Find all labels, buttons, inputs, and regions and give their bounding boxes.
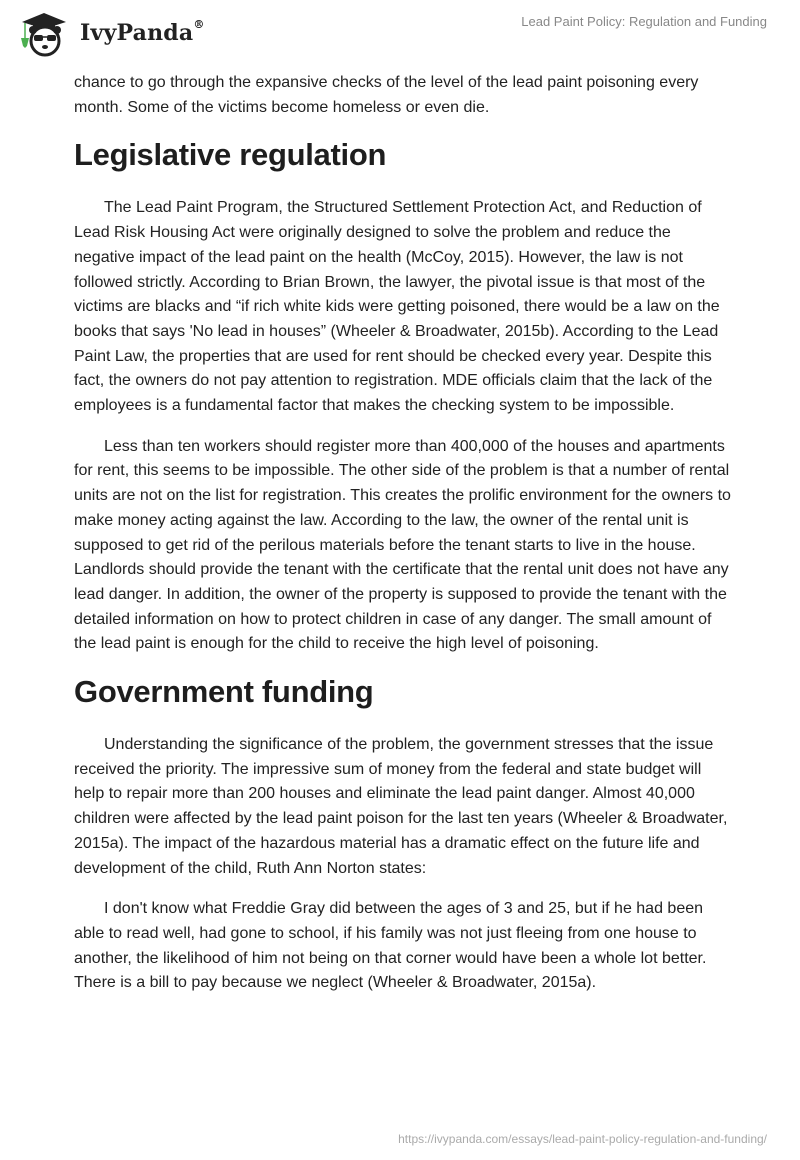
essay-content: [74, 71, 734, 1012]
section-heading-government-funding: Government funding: [74, 674, 374, 710]
paragraph: Less than ten workers should register more than 400,000 of the houses and apartments for rent, this seems to be impossible. The other side of the problem is that a number of rental units are not on the list for registration. This creates the prolific environment for the owners to make money acting against the law. According to the law, the owner of the rental unit is supposed to get rid of the perilous materials before the tenant starts to live in the house. Landlords should provide the tenant with the certificate that the rental unit does not have any lead danger. In addition, the owner of the property is supposed to provide the tenant with the detailed information on how to protect children in case of any danger. The small amount of the lead paint is enough for the child to receive the high level of poisoning.: [74, 437, 731, 653]
document-title: Lead Paint Policy: Regulation and Funding: [521, 14, 767, 29]
paragraph: Understanding the significance of the problem, the government stresses that the issue received the priority. The impressive sum of money from the federal and state budget will help to repair more than 200 houses and eliminate the lead paint danger. Almost 40,000 children were affected by the lead paint poison for the last ten years (Wheeler & Broadwater, 2015a). The impact of the hazardous material has a dramatic effect on the future life and development of the child, Ruth Ann Norton states:: [74, 736, 728, 877]
quote-paragraph: I don't know what Freddie Gray did between the ages of 3 and 25, but if he had been able to read well, had gone to school, if his family was not just fleeing from one house to another, the likelihood of him not being on that corner would have been a whole lot better. There is a bill to pay because we neglect (Wheeler & Broadwater, 2015a).: [74, 900, 707, 992]
brand-name: IvyPanda®: [80, 18, 205, 46]
paragraph: The Lead Paint Program, the Structured Settlement Protection Act, and Reduction of Lead Risk Housing Act were originally designed to solve the problem and reduce the negative impact of the lead paint on the health (McCoy, 2015). However, the law is not followed strictly. According to Brian Brown, the lawyer, the pivotal issue is that most of the victims are blacks and “if rich white kids were getting poisoned, there would be a law on the books that says 'No lead in houses” (Wheeler & Broadwater, 2015b). According to the Lead Paint Law, the properties that are used for rent should be checked every year. Despite this fact, the owners do not pay attention to registration. MDE officials claim that the lack of the employees is a fundamental factor that makes the checking system to be impossible.: [74, 199, 720, 415]
panda-graduate-icon: [16, 8, 72, 58]
intro-paragraph: chance to go through the expansive checks of the level of the lead paint poisoning every month. Some of the victims become homeless or even die.: [74, 74, 699, 116]
section-heading-legislative-regulation: Legislative regulation: [74, 137, 387, 173]
registered-mark: ®: [193, 18, 205, 31]
source-url-link[interactable]: https://ivypanda.com/essays/lead-paint-policy-regulation-and-funding/: [398, 1132, 767, 1146]
page-header: [0, 0, 800, 60]
ivypanda-logo[interactable]: [16, 8, 205, 58]
